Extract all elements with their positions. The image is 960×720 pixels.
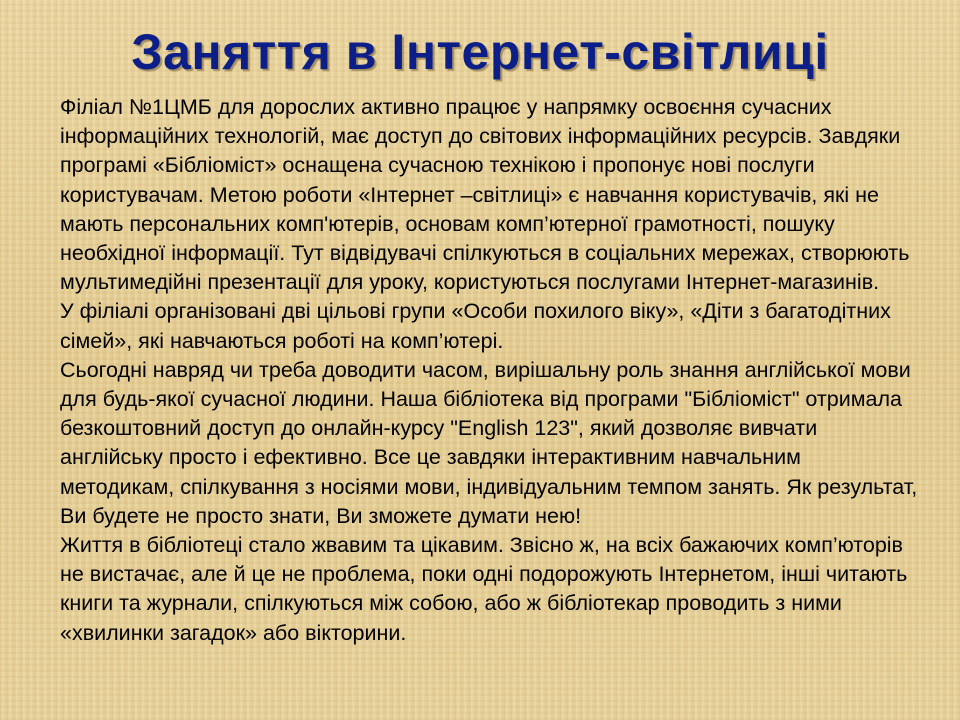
paragraph-english-course: Сьогодні навряд чи треба доводити часом, вирішальну роль знання англійської мови для будь-якої сучасної людини. Наша бібліотека від програми "Бібліоміст" отримала безкоштовний доступ до онлайн-курсу "English 123", який дозволяє вивчати англійську просто і ефективно. Все це завдяки інтерактивним навчальним методикам, спілкування з носіями мови, індивідуальним темпом занять. Як результат, Ви будете не просто знати, Ви зможете думати нею! xyxy=(60,357,918,528)
paragraph-target-groups: У філіалі організовані дві цільові групи «Особи похилого віку», «Діти з багатодітних сімей», які навчаються роботі на комп’ютері. xyxy=(60,299,891,353)
paragraph-internet-room: Філіал №1ЦМБ для дорослих активно працює у напрямку освоєння сучасних інформаційних технологій, має доступ до світових інформаційних ресурсів. Завдяки програмі «Бібліоміст» оснащена сучасною технікою і пропонує нові послуги користувачам. Метою роботи «Інтернет –світлиці» є навчання користувачів, які не мають персональних комп'ютерів, основам комп’ютерної грамотності, пошуку необхідної інформації. Тут відвідувачі спілкуються в соціальних мережах, створюють мультимедійні презентації для уроку, користуються послугами Інтернет-магазинів. xyxy=(60,95,910,295)
paragraph-library-life: Життя в бібліотеці стало жвавим та цікавим. Звісно ж, на всіх бажаючих комп’юторів не вистачає, але й це не проблема, поки одні подорожують Інтернетом, інші читають книги та журнали, спілкуються між собою, або ж бібліотекар проводить з ними «хвилинки загадок» або вікторини. xyxy=(60,533,908,645)
slide-title: Заняття в Інтернет-світлиці xyxy=(131,24,829,80)
slide-body-text xyxy=(60,93,920,648)
